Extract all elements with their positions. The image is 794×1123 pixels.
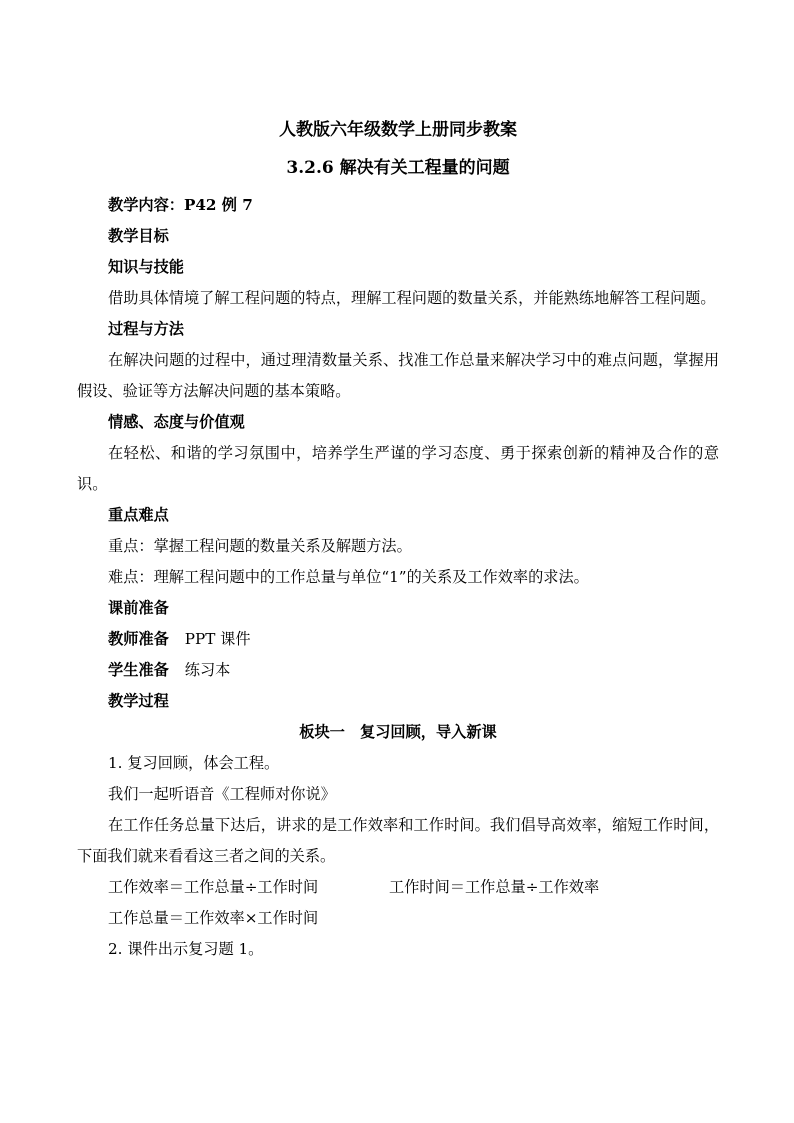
key-point: 重点：掌握工程问题的数量关系及解题方法。 (108, 537, 412, 555)
paragraph-intro: 在工作任务总量下达后，讲求的是工作效率和工作时间。我们倡导高效率，缩短工作时间，下面我们就来看看这三者之间的关系。 (77, 816, 719, 865)
student-prep (77, 655, 719, 686)
heading-emotion: 情感、态度与价值观 (108, 413, 245, 431)
listen-line: 我们一起听语音《工程师对你说》 (108, 785, 336, 803)
formula-time: 工作时间＝工作总量÷工作效率 (389, 878, 600, 896)
paragraph-process: 在解决问题的过程中，通过理清数量关系、找准工作总量来解决学习中的难点问题，掌握用假设、验证等方法解决问题的基本策略。 (77, 351, 719, 400)
formula-row (77, 872, 719, 903)
document-page (77, 118, 719, 965)
heading-skills: 知识与技能 (108, 258, 184, 276)
paragraph-emotion: 在轻松、和谐的学习氛围中，培养学生严谨的学习态度、勇于探索创新的精神及合作的意识。 (77, 444, 719, 493)
teacher-prep (77, 624, 719, 655)
formula-efficiency: 工作效率＝工作总量÷工作时间 (108, 878, 319, 896)
heading-goals: 教学目标 (108, 227, 169, 245)
heading-preparation: 课前准备 (108, 599, 169, 617)
heading-key-points: 重点难点 (108, 506, 169, 524)
paragraph-skills: 借助具体情境了解工程问题的特点，理解工程问题的数量关系，并能熟练地解答工程问题。 (108, 289, 716, 307)
content-line: 教学内容：P42 例 7 (108, 196, 253, 214)
step-two: 2. 课件出示复习题 1。 (108, 940, 264, 958)
student-prep-value: 练习本 (184, 661, 231, 679)
block-one-heading: 板块一 复习回顾，导入新课 (299, 723, 497, 741)
lesson-title: 3.2.6 解决有关工程量的问题 (286, 158, 510, 178)
document-title: 人教版六年级数学上册同步教案 (279, 120, 517, 140)
teacher-prep-label: 教师准备 (108, 630, 169, 648)
heading-process: 过程与方法 (108, 320, 184, 338)
teacher-prep-value: PPT 课件 (184, 630, 251, 648)
heading-teaching-process: 教学过程 (108, 692, 169, 710)
student-prep-label: 学生准备 (108, 661, 169, 679)
formula-total: 工作总量＝工作效率×工作时间 (108, 909, 319, 927)
step-one: 1. 复习回顾，体会工程。 (108, 754, 280, 772)
difficult-point: 难点：理解工程问题中的工作总量与单位“1”的关系及工作效率的求法。 (108, 568, 589, 586)
